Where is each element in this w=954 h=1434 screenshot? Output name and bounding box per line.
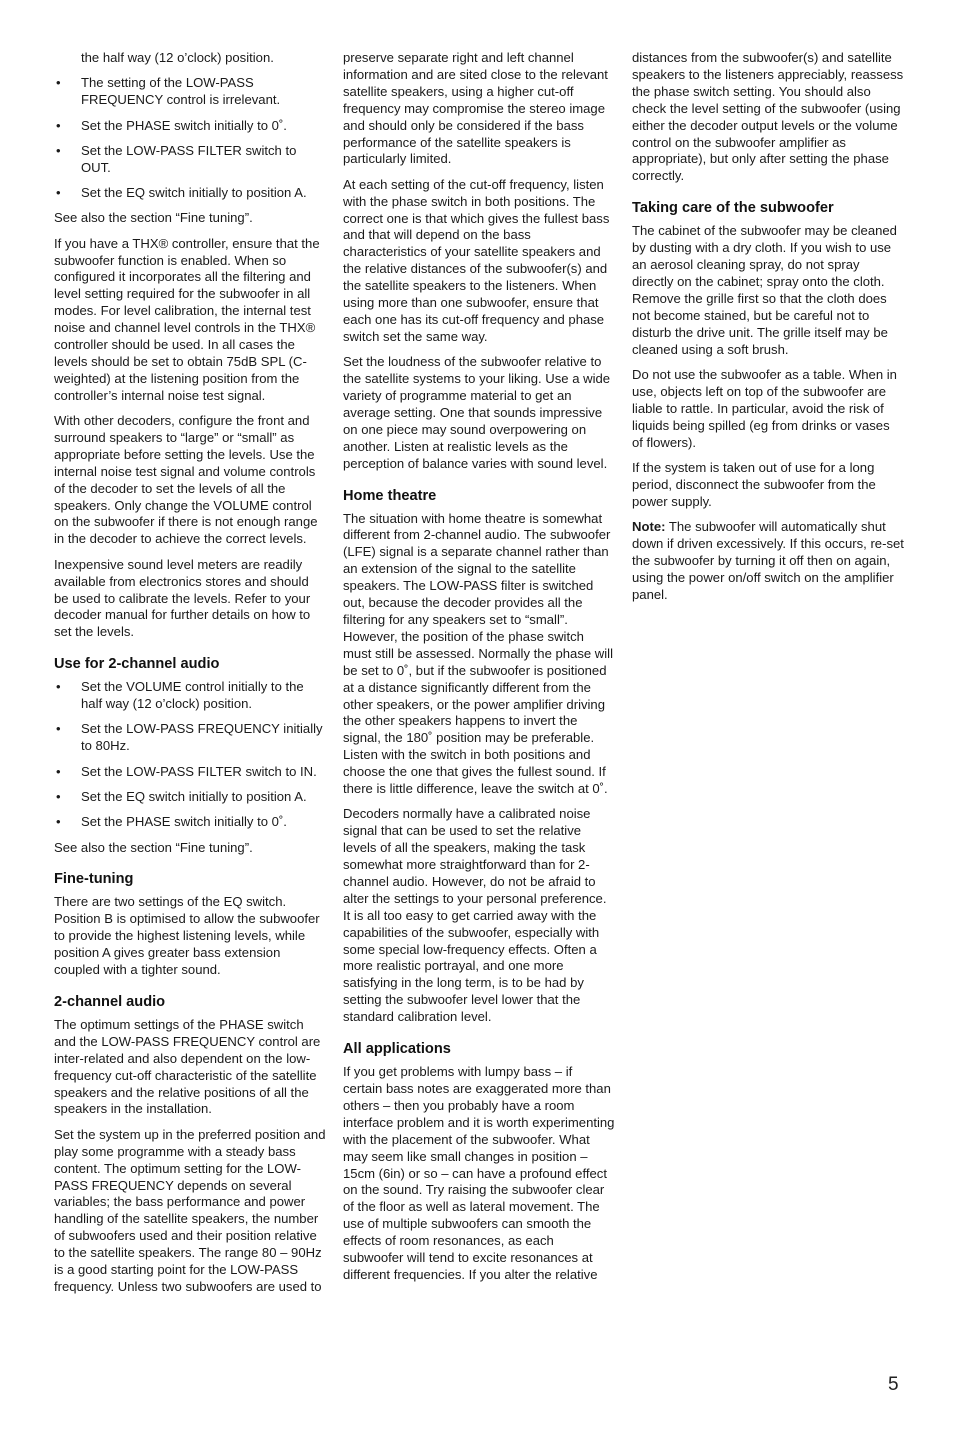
bullet-list (54, 75, 326, 202)
paragraph: If you get problems with lumpy bass – if certain bass notes are exaggerated more than others – then you probably have a room interface problem and it is worth experimenting with the placement of the subwoofer. What may seem like small changes in position – 15cm (6in) or so – can have a profound effect on the sound. Try raising the subwoofer clear of the floor as well as lateral movement. The use of multiple subwoofers can smooth the effects of room resonances, as each subwoofer will tend to excite resonances at different frequencies. If you alter the relative (343, 1064, 615, 1282)
list-item: • Set the LOW-PASS FILTER switch to OUT. (54, 143, 326, 177)
page-number: 5 (888, 1374, 899, 1395)
list-item: • Set the LOW-PASS FREQUENCY initially to 80Hz. (54, 721, 326, 755)
list-item: • Set the EQ switch initially to position A. (54, 185, 326, 202)
paragraph: The cabinet of the subwoofer may be cleaned by dusting with a dry cloth. If you wish to use an aerosol cleaning spray, do not spray directly on the cabinet; spray onto the cloth. Remove the grille first so that the cloth does not become stained, but be careful not to disturb the drive unit. The grille itself may be cleaned using a soft brush. (632, 223, 897, 357)
paragraph: With other decoders, configure the front and surround speakers to “large” or “small” as appropriate before setting the levels. Use the internal noise test signal and volume controls of the decoder to set the levels of all the speakers. Only change the VOLUME control on the subwoofer if there is not enough range in the decoder to achieve the correct levels. (54, 413, 318, 547)
note-label: Note: (632, 518, 666, 534)
note-paragraph (632, 519, 904, 604)
section-heading: 2-channel audio (54, 993, 166, 1010)
list-item: • Set the EQ switch initially to position A. (54, 789, 326, 806)
paragraph: Decoders normally have a calibrated noise signal that can be used to set the relative levels of all the speakers, making the task somewhat more straightforward than for 2-channel audio. However, do not be afraid to alter the settings to your personal preference. It is all too easy to get carried away with the capabilities of the subwoofer, especially with some special low-frequency effects. Often a more realistic portrayal, and one more satisfying in the long term, is to be had by setting the subwoofer level lower that the standard calibration level. (343, 806, 607, 1025)
list-item: • The setting of the LOW-PASS FREQUENCY control is irrelevant. (54, 75, 326, 109)
paragraph: Inexpensive sound level meters are readily available from electronics stores and should be used to calibrate the levels. Refer to your decoder manual for further details on how to set the levels. (54, 556, 311, 640)
list-item: • Set the VOLUME control initially to the half way (12 o’clock) position. (54, 679, 326, 713)
note-text: The subwoofer will automatically shut down if driven excessively. If this occurs, re-set the subwoofer by turning it off then on again, using the power on/off switch on the amplifier panel. (632, 518, 904, 602)
section-heading: Taking care of the subwoofer (632, 200, 834, 217)
column-3 (632, 50, 904, 612)
paragraph: preserve separate right and left channel information and are sited close to the relevant satellite speakers, using a higher cut-off frequency may compromise the stereo image and should only be considered if the bass performance of the satellite speakers is particularly limited. (343, 50, 608, 167)
list-item: • Set the PHASE switch initially to 0˚. (54, 118, 326, 135)
bullet-list (54, 679, 326, 831)
list-item: • Set the PHASE switch initially to 0˚. (54, 814, 326, 831)
paragraph: If the system is taken out of use for a long period, disconnect the subwoofer from the power supply. (632, 459, 876, 509)
section-heading: All applications (343, 1041, 451, 1058)
paragraph: The optimum settings of the PHASE switch and the LOW-PASS FREQUENCY control are inter-related and also dependent on the low-frequency cut-off characteristic of the satellite speakers and the relative positions of all the speakers in the installation. (54, 1016, 321, 1117)
paragraph: the half way (12 o’clock) position. (81, 50, 274, 65)
paragraph: At each setting of the cut-off frequency, listen with the phase switch in both positions. The correct one is that which gives the fullest bass and that will depend on the bass characteristics of your satellite speakers and the relative distances of the subwoofer(s) and the satellite speakers to the listeners. When using more than one subwoofer, ensure that each one has its cut-off frequency and phase switch set the same way. (343, 176, 610, 344)
paragraph: If you have a THX® controller, ensure that the subwoofer function is enabled. When so configured it incorporates all the filtering and level setting required for the subwoofer in all modes. For level calibration, the internal test noise and channel level controls in the THX® controller should be used. In all cases the levels should be set to obtain 75dB SPL (C-weighted) at the listening position from the controller’s internal noise test signal. (54, 235, 320, 403)
paragraph: Set the loudness of the subwoofer relative to the satellite systems to your liking. Use a wide variety of programme material to get an average setting. One that sounds impressive on one piece may sound overpowering on another. Listen at realistic levels as the perception of balance varies with sound level. (343, 354, 611, 471)
paragraph: distances from the subwoofer(s) and satellite speakers to the listeners appreciably, reassess the phase switch setting. You should also check the level setting of the subwoofer (using either the decoder output levels or the volume control on the subwoofer amplifier as appropriate), but only after setting the phase correctly. (632, 50, 904, 184)
paragraph: Do not use the subwoofer as a table. When in use, objects left on top of the subwoofer are liable to rattle. In particular, avoid the risk of liquids being spilled (eg from drinks or vases of flowers). (632, 366, 897, 450)
section-heading: Use for 2-channel audio (54, 656, 220, 673)
paragraph: Set the system up in the preferred position and play some programme with a steady bass content. The optimum setting for the LOW-PASS FREQUENCY depends on several variables; the bass performance and power handling of the satellite speakers, the number of subwoofers used and their position relative to the satellite speakers. The range 80 – 90Hz is a good starting point for the LOW-PASS frequency. Unless two subwoofers are used to (54, 1126, 326, 1294)
paragraph: See also the section “Fine tuning”. (54, 210, 253, 226)
paragraph: See also the section “Fine tuning”. (54, 839, 253, 855)
list-item: • Set the LOW-PASS FILTER switch to IN. (54, 764, 326, 781)
column-1 (54, 50, 326, 1304)
section-heading: Home theatre (343, 487, 437, 504)
section-heading: Fine-tuning (54, 871, 134, 888)
column-2 (343, 50, 615, 1292)
paragraph: There are two settings of the EQ switch. Position B is optimised to allow the subwoofer to provide the highest listening levels, while position A gives greater bass extension coupled with a tighter sound. (54, 894, 320, 978)
paragraph: The situation with home theatre is somewhat different from 2-channel audio. The subwoofer (LFE) signal is a separate channel rather than an extension of the signal to the satellite speakers. The LOW-PASS filter is switched out, because the decoder provides all the filtering for any speakers set to “small”. However, the position of the phase switch must still be assessed. Normally the phase will be set to 0˚, but if the subwoofer is positioned at a distance significantly different from the other speakers, or the power amplifier driving the other speakers happens to invert the signal, the 180˚ position may be preferable. Listen with the switch in both positions and choose the one that gives the fullest sound. If there is little difference, leave the switch at 0˚. (343, 510, 613, 797)
